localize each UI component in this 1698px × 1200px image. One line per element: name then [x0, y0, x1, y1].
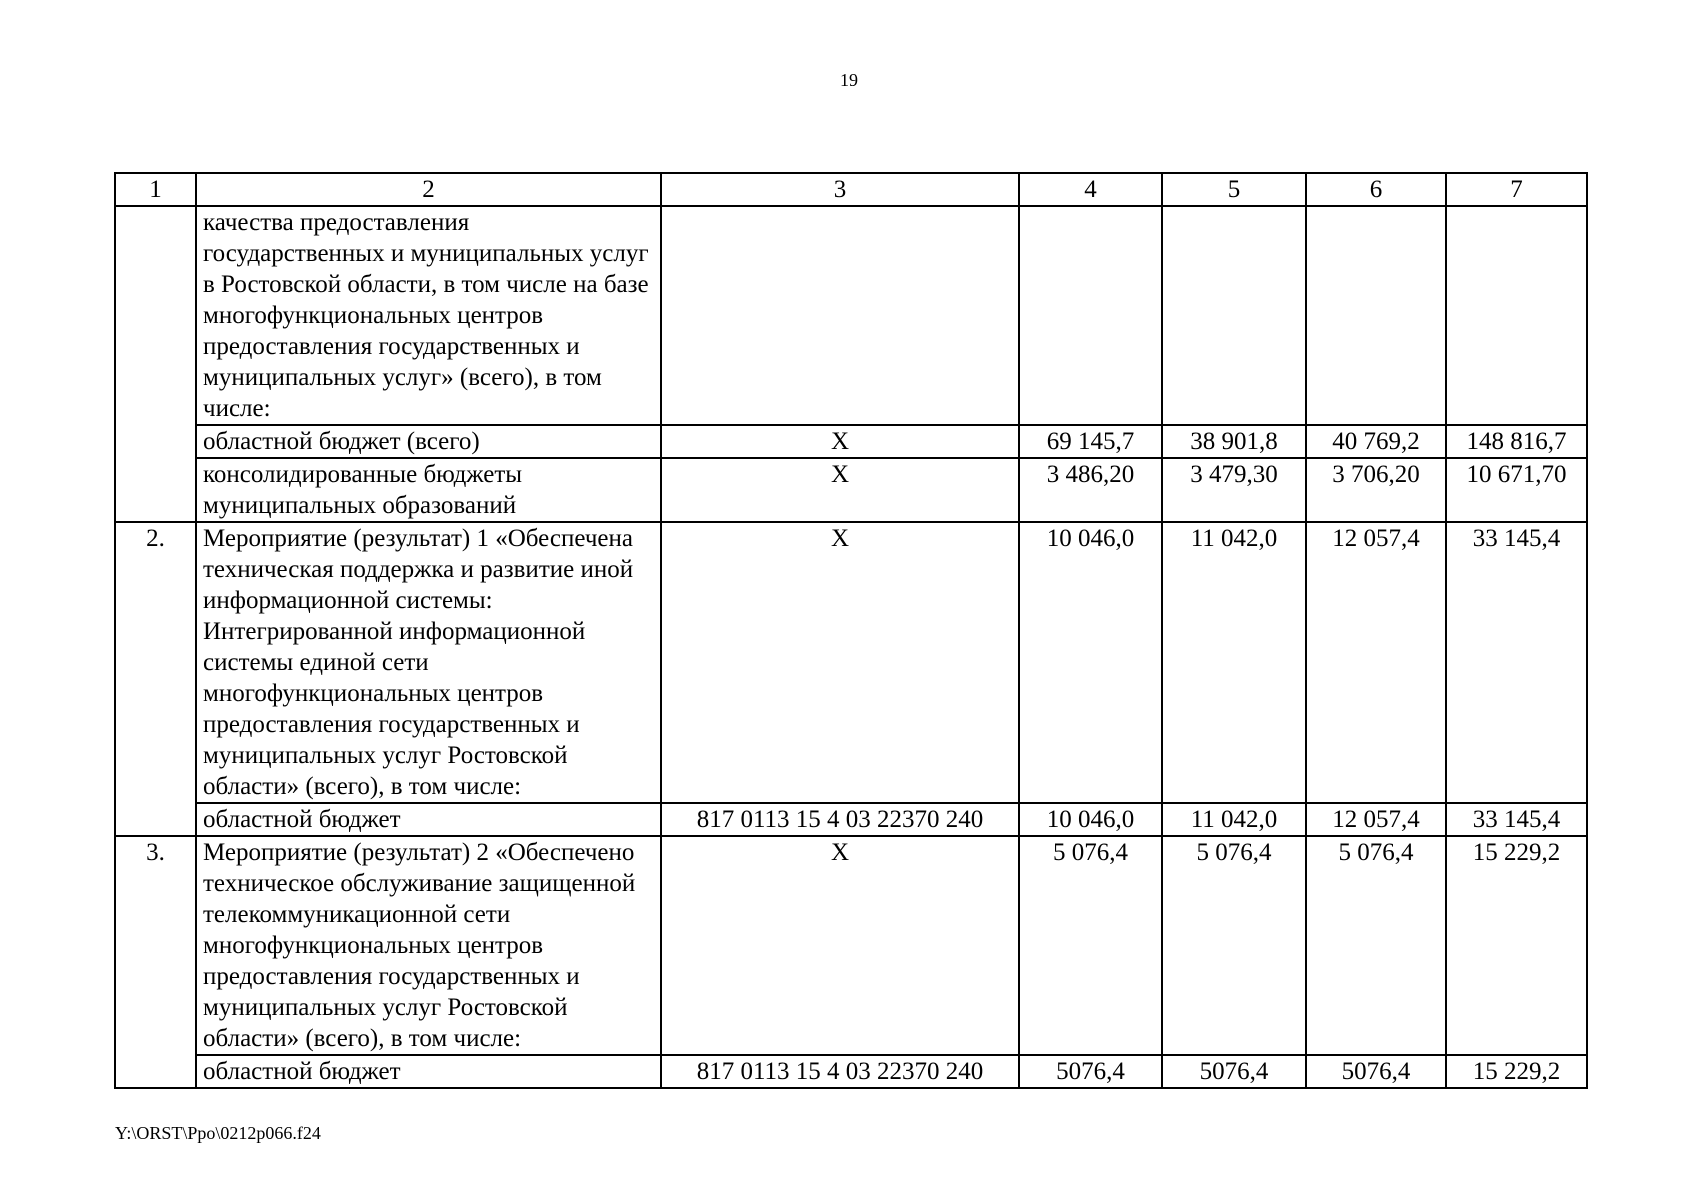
budget-table: [114, 172, 1588, 1089]
value-cell-4: 69 145,7: [1019, 425, 1162, 458]
value-cell-5: [1162, 206, 1306, 425]
budget-code-cell: Х: [661, 836, 1019, 1055]
budget-code-cell: 817 0113 15 4 03 22370 240: [661, 1055, 1019, 1088]
column-header: 5: [1162, 173, 1306, 206]
file-path-footer: Y:\ORST\Ppo\0212p066.f24: [115, 1123, 321, 1143]
column-header: 3: [661, 173, 1019, 206]
description-cell: Мероприятие (результат) 1 «Обеспечена техническая поддержка и развитие иной информационной системы: Интегрированной информационной системы единой сети многофункциональных центров предоставления государственных и муниципальных услуг Ростовской области» (всего), в том числе:: [196, 522, 661, 803]
value-cell-7: [1446, 206, 1587, 425]
value-cell-5: 5076,4: [1162, 1055, 1306, 1088]
row-number-cell: 3.: [115, 836, 196, 1088]
table-row: [115, 1055, 1587, 1088]
column-header: 4: [1019, 173, 1162, 206]
description-cell: областной бюджет (всего): [196, 425, 661, 458]
value-cell-6: 5 076,4: [1306, 836, 1446, 1055]
table-row: [115, 206, 1587, 425]
value-cell-5: 11 042,0: [1162, 522, 1306, 803]
value-cell-6: 40 769,2: [1306, 425, 1446, 458]
description-cell: областной бюджет: [196, 803, 661, 836]
row-number-cell: [115, 206, 196, 522]
value-cell-6: 12 057,4: [1306, 803, 1446, 836]
budget-code-cell: Х: [661, 458, 1019, 522]
value-cell-4: 3 486,20: [1019, 458, 1162, 522]
value-cell-5: 3 479,30: [1162, 458, 1306, 522]
table-row: [115, 425, 1587, 458]
value-cell-4: 5076,4: [1019, 1055, 1162, 1088]
value-cell-7: 33 145,4: [1446, 803, 1587, 836]
value-cell-4: 10 046,0: [1019, 803, 1162, 836]
description-cell: качества предоставления государственных и муниципальных услуг в Ростовской области, в том числе на базе многофункциональных центров предоставления государственных и муниципальных услуг» (всего), в том числе:: [196, 206, 661, 425]
page-number: 19: [840, 70, 858, 90]
description-cell: Мероприятие (результат) 2 «Обеспечено техническое обслуживание защищенной телекоммуникационной сети многофункциональных центров предоставления государственных и муниципальных услуг Ростовской области» (всего), в том числе:: [196, 836, 661, 1055]
row-number-cell: 2.: [115, 522, 196, 836]
budget-code-cell: Х: [661, 425, 1019, 458]
value-cell-7: 15 229,2: [1446, 836, 1587, 1055]
table-row: [115, 803, 1587, 836]
description-cell: консолидированные бюджеты муниципальных образований: [196, 458, 661, 522]
value-cell-7: 148 816,7: [1446, 425, 1587, 458]
value-cell-5: 38 901,8: [1162, 425, 1306, 458]
value-cell-6: 12 057,4: [1306, 522, 1446, 803]
budget-code-cell: Х: [661, 522, 1019, 803]
value-cell-7: 15 229,2: [1446, 1055, 1587, 1088]
column-header: 7: [1446, 173, 1587, 206]
value-cell-5: 11 042,0: [1162, 803, 1306, 836]
value-cell-4: [1019, 206, 1162, 425]
value-cell-6: 3 706,20: [1306, 458, 1446, 522]
column-header: 1: [115, 173, 196, 206]
budget-code-cell: 817 0113 15 4 03 22370 240: [661, 803, 1019, 836]
value-cell-7: 33 145,4: [1446, 522, 1587, 803]
table-row: [115, 522, 1587, 803]
value-cell-7: 10 671,70: [1446, 458, 1587, 522]
table-row: [115, 458, 1587, 522]
value-cell-4: 10 046,0: [1019, 522, 1162, 803]
budget-code-cell: [661, 206, 1019, 425]
value-cell-6: 5076,4: [1306, 1055, 1446, 1088]
column-header: 2: [196, 173, 661, 206]
value-cell-6: [1306, 206, 1446, 425]
value-cell-5: 5 076,4: [1162, 836, 1306, 1055]
description-cell: областной бюджет: [196, 1055, 661, 1088]
table-header-row: [115, 173, 1587, 206]
table-row: [115, 836, 1587, 1055]
column-header: 6: [1306, 173, 1446, 206]
value-cell-4: 5 076,4: [1019, 836, 1162, 1055]
